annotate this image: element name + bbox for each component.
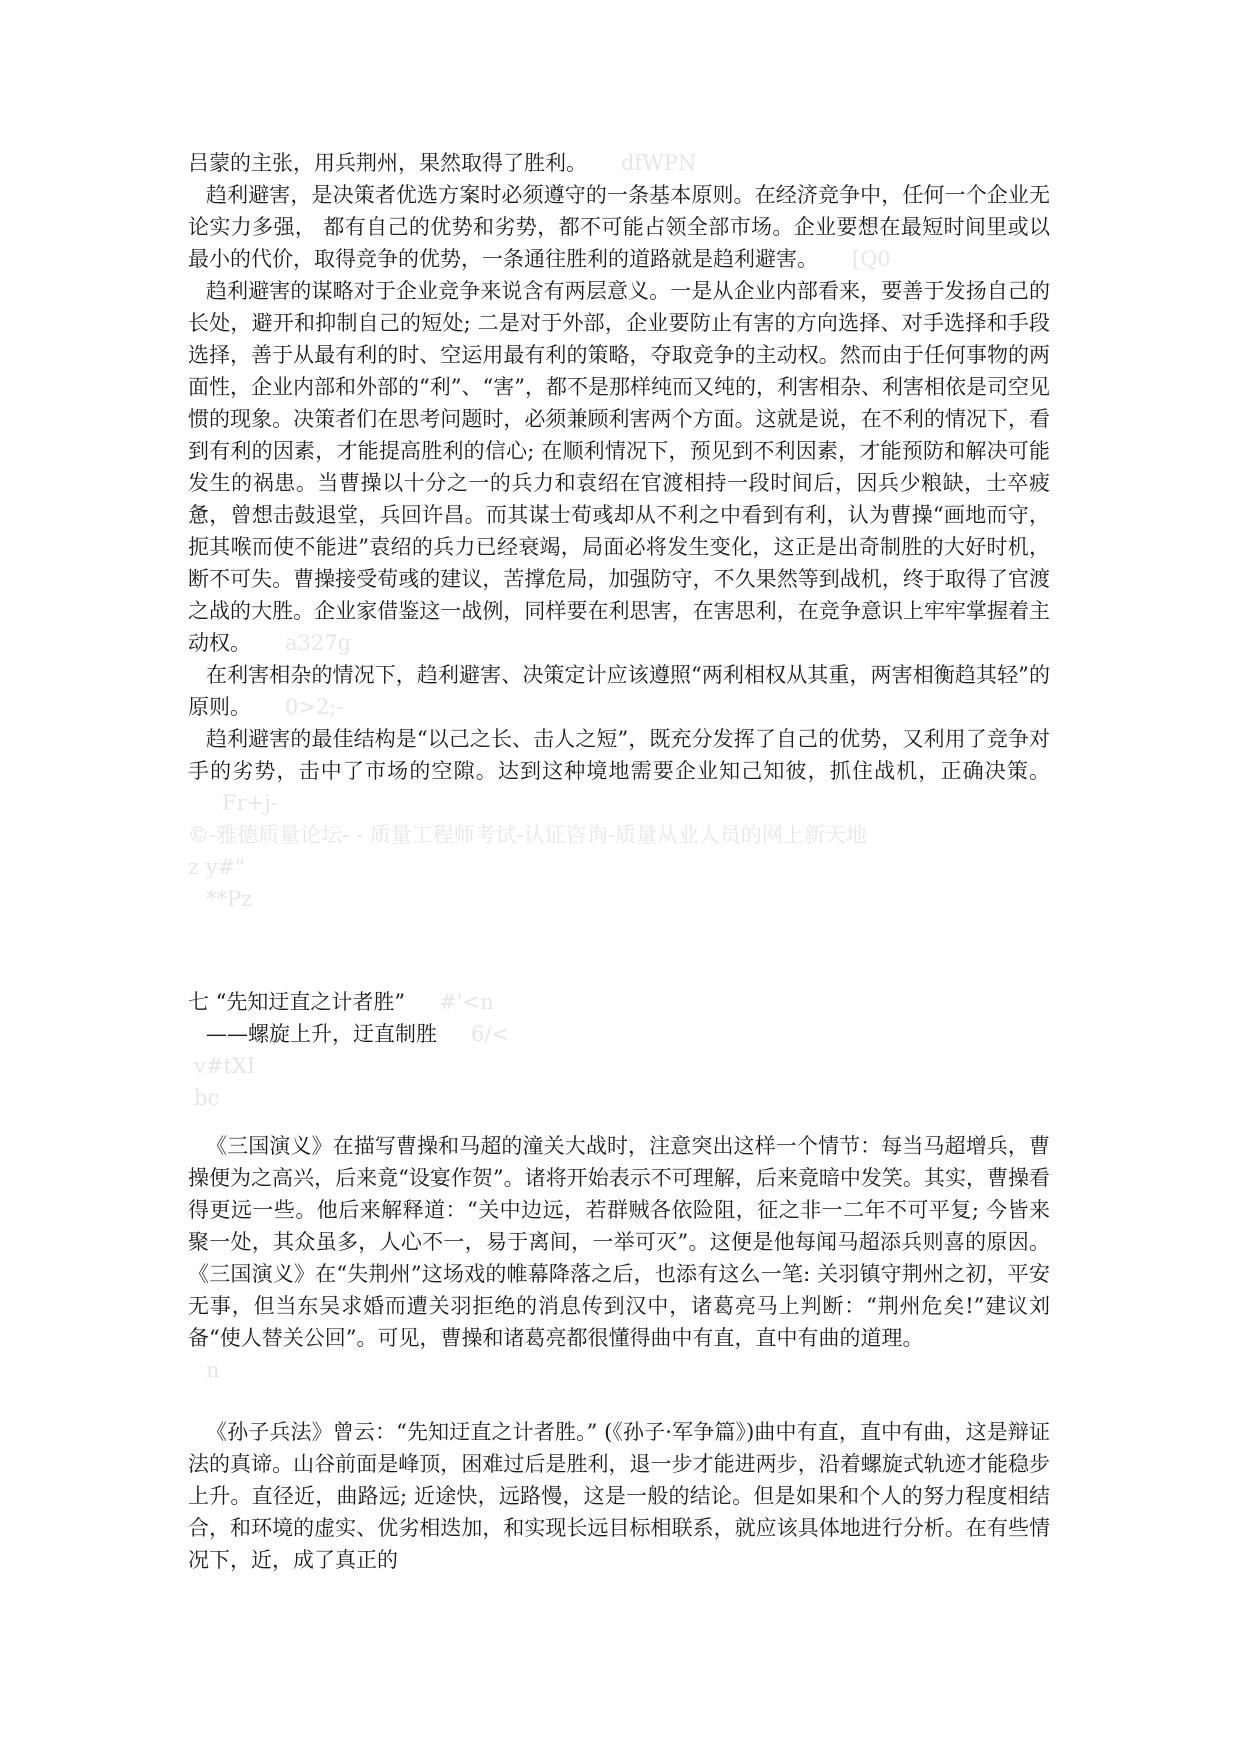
section-title: 七 “先知迂直之计者胜” #'<n [188,990,494,1014]
watermark-text: dfWPN [621,151,697,175]
paragraph: 趋利避害的谋略对于企业竞争来说含有两层意义。一是从企业内部看来，要善于发扬自己的长处，避开和抑制自己的短处; 二是对于外部，企业要防止有害的方向选择、对手选择和手段选择，善于从最有利的时、空运用最有利的策略，夺取竞争的主动权。然而由于任何事物的两面性，企业内部和外部的“利”、“害”，都不是那样纯而又纯的，利害相杂、利害相依是司空见惯的现象。决策者们在思考问题时，必须兼顾利害两个方面。这就是说，在不利的情况下，看到有利的因素，才能提高胜利的信心; 在顺利情况下，预见到不利因素，才能预防和解决可能发生的祸患。当曹操以十分之一的兵力和袁绍在官渡相持一段时间后，因兵少粮缺，士卒疲惫，曾想击鼓退堂，兵回许昌。而其谋士荀彧却从不利之中看到有利，认为曹操“画地而守，扼其喉而使不能进”袁绍的兵力已经衰竭，局面必将发生变化，这正是出奇制胜的大好时机，断不可失。曹操接受荀彧的建议，苦撑危局，加强防守，不久果然等到战机，终于取得了官渡之战的大胜。企业家借鉴这一战例，同样要在利思害，在害思利，在竞争意识上牢牢掌握着主动权。 a327g [188,279,1050,655]
paragraph: 趋利避害，是决策者优选方案时必须遵守的一条基本原则。在经济竞争中，任何一个企业无论实力多强， 都有自己的优势和劣势，都不可能占领全部市场。企业要想在最短时间里或以最小的代价，取得竞争的优势，一条通往胜利的道路就是趋利避害。 [Q0 [188,183,1050,271]
watermark-line: ©-雅德质量论坛- - 质量工程师考试-认证咨询-质量从业人员的网上新天地 [188,823,867,847]
paragraph: 《三国演义》在描写曹操和马超的潼关大战时，注意突出这样一个情节：每当马超增兵，曹操便为之高兴，后来竟“设宴作贺”。诸将开始表示不可理解，后来竟暗中发笑。其实，曹操看得更远一些。他后来解释道：“关中边远，若群贼各依险阻，征之非一二年不可平复; 今皆来聚一处，其众虽多，人心不一，易于离间，一举可灭”。这便是他每闻马超添兵则喜的原因。《三国演义》在“失荆州”这场戏的帷幕降落之后，也添有这么一笔: 关羽镇守荆州之初，平安无事，但当东吴求婚而遭关羽拒绝的消息传到汉中，诸葛亮马上判断：“荆州危矣!”建议刘备“使人替关公回”。可见，曹操和诸葛亮都很懂得曲中有直，直中有曲的道理。 [188,1134,1050,1350]
spacer [188,1386,1050,1416]
section-heading [188,986,1050,1114]
watermark-text: Fr+j- [222,791,278,815]
section-subtitle: ——螺旋上升，迂直制胜 6/< [206,1022,510,1046]
watermark-text: 6/< [471,1022,510,1046]
watermark-line: z y#" [188,855,245,879]
watermark-line: bc [194,1086,220,1110]
paragraph: 在利害相杂的情况下，趋利避害、决策定计应该遵照“两利相权从其重，两害相衡趋其轻”的原则。 0>2;- [188,663,1050,719]
watermark-text: 0>2;- [285,695,344,719]
text-block-1 [188,147,1050,915]
watermark-text: a327g [285,631,352,655]
watermark-line: **Pz [206,887,253,911]
watermark-line: v#tXI [194,1054,256,1078]
watermark-line: n [206,1358,220,1382]
paragraph: 趋利避害的最佳结构是“以己之长、击人之短”，既充分发挥了自己的优势，又利用了竞争对手的劣势，击中了市场的空隙。达到这种境地需要企业知己知彼，抓住战机，正确决策。Fr+j- [188,727,1050,815]
paragraph: 《孙子兵法》曾云：“先知迂直之计者胜。” (《孙子·军争篇》)曲中有直，直中有曲，这是辩证法的真谛。山谷前面是峰顶，困难过后是胜利，退一步才能进两步，沿着螺旋式轨迹才能稳步上升。直径近，曲路远; 近途快，远路慢，这是一般的结论。但是如果和个人的努力程度相结合，和环境的虚实、优劣相迭加，和实现长远目标相联系，就应该具体地进行分析。在有些情况下，近，成了真正的 [188,1420,1050,1572]
watermark-text: [Q0 [852,247,891,271]
text-block-2 [188,1130,1050,1576]
paragraph: 吕蒙的主张，用兵荆州，果然取得了胜利。 dfWPN [188,151,697,175]
watermark-text: #'<n [439,990,494,1014]
